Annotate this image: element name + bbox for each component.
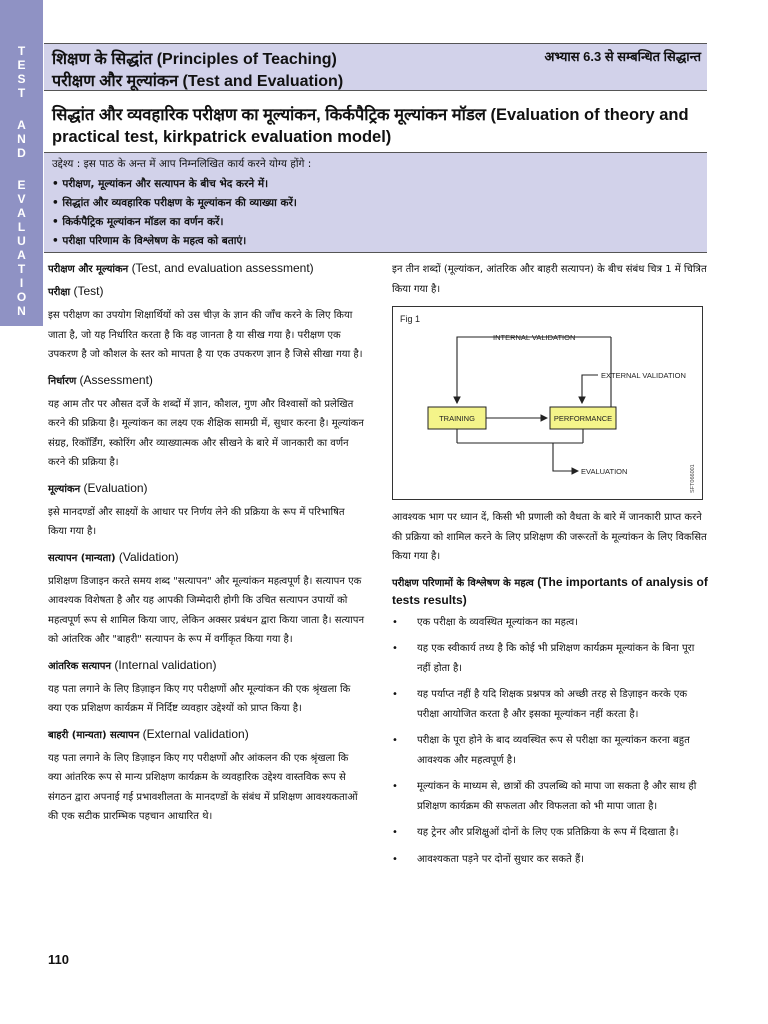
sidebar-letter: T — [17, 86, 26, 100]
heading-analysis-importance: परीक्षण परिणामों के विश्लेषण के महत्व (The importants of analysis of tests results) — [392, 574, 708, 607]
external-validation-label: EXTERNAL VALIDATION — [601, 371, 686, 380]
objective-item: • परीक्षा परिणाम के विश्लेषण के महत्व को बताएं। — [52, 235, 247, 247]
section-title: सिद्धांत और व्यवहारिक परीक्षण का मूल्यांकन, किर्कपैट्रिक मूल्यांकन मॉडल (Evaluation of theory and practical test, kirkpatrick evaluation model) — [52, 106, 689, 146]
list-item: • यह एक स्वीकार्य तथ्य है कि कोई भी प्रशिक्षण कार्यक्रम मूल्यांकन के बिना पूरा नहीं होता है। — [392, 643, 695, 674]
paragraph-internal-validation: यह पता लगाने के लिए डिज़ाइन किए गए परीक्षणों और मूल्यांकन की एक श्रृंखला कि क्या एक प्रशिक्षण कार्यक्रम में निर्दिष्ट व्यवहार उद्देश्यों को प्राप्त किया है। — [48, 683, 351, 714]
objectives-box — [44, 152, 707, 253]
objective-item: • सिद्धांत और व्यवहारिक परीक्षण के मूल्यांकन की व्याख्या करें। — [52, 197, 297, 209]
paragraph-validation: प्रशिक्षण डिजाइन करते समय शब्द "सत्यापन" और मूल्यांकन महत्वपूर्ण है। सत्यापन एक आवश्यक विशेषता है और यह आपकी जिम्मेदारी होगी कि उचित सत्यापन उपायों को महत्वपूर्ण रूप से शामिल किया जाए, लेकिन अक्सर प्रबंधन द्वारा किया जाता है। सत्यापन को आंतरिक और "बाहरी" सत्यापन के रूप में वर्गीकृत किया गया है। — [48, 575, 365, 645]
sidebar-letter: A — [17, 248, 26, 262]
list-item: • यह पर्याप्त नहीं है यदि शिक्षक प्रश्नपत्र को अच्छी तरह से डिज़ाइन करके एक परीक्षा आयोजित करता है और इसका मूल्यांकन नहीं करता है। — [392, 689, 688, 720]
right-column — [392, 260, 708, 876]
diagram-svg — [393, 307, 702, 499]
objective-item: • किर्कपैट्रिक मूल्यांकन मॉडल का वर्णन करें। — [52, 216, 224, 228]
internal-arrow-down — [457, 337, 489, 403]
sidebar-letter: U — [17, 234, 26, 248]
heading-test: परीक्षा (Test) — [48, 284, 104, 298]
internal-validation-label: INTERNAL VALIDATION — [493, 333, 576, 342]
figure-code: SFT066001 — [690, 464, 696, 493]
sidebar-letter: O — [16, 290, 27, 304]
list-item: • आवश्यकता पड़ने पर दोनों सुधार कर सकते हैं। — [392, 853, 585, 865]
external-arrow-down — [582, 375, 598, 403]
list-item: • यह ट्रेनर और प्रशिक्षुओं दोनों के लिए एक प्रतिक्रिया के रूप में दिखाता है। — [392, 827, 679, 838]
figure-intro: इन तीन शब्दों (मूल्यांकन, आंतरिक और बाहरी सत्यापन) के बीच संबंध चित्र 1 में चित्रित किया गया है। — [392, 264, 707, 295]
header-module: परीक्षण और मूल्यांकन (Test and Evaluation) — [52, 73, 344, 90]
header-exercise-ref: अभ्यास 6.3 से सम्बन्धित सिद्धान्त — [544, 49, 701, 64]
validation-diagram — [392, 306, 703, 500]
sidebar-letter: A — [17, 206, 26, 220]
sidebar-letter: T — [17, 262, 26, 276]
analysis-bullet-list — [392, 613, 708, 870]
sidebar-letter: A — [17, 118, 26, 132]
evaluation-arrow — [553, 443, 578, 471]
objectives-heading: उद्देश्य : इस पाठ के अन्त में आप निम्नलिखित कार्य करने योग्य होंगे : — [52, 158, 312, 170]
sidebar-letter: V — [17, 192, 26, 206]
header-subject: शिक्षण के सिद्धांत (Principles of Teaching) — [52, 51, 337, 68]
objective-item: • परीक्षण, मूल्यांकन और सत्यापन के बीच भेद करने में। — [52, 178, 269, 190]
heading-evaluation: मूल्यांकन (Evaluation) — [48, 480, 148, 495]
training-label: TRAINING — [439, 414, 475, 423]
left-column — [48, 260, 364, 834]
sidebar-letter: L — [17, 220, 26, 234]
sidebar-letter: D — [17, 146, 26, 160]
paragraph-test: इस परीक्षण का उपयोग शिक्षार्थियों को उस चीज़ के ज्ञान की जाँच करने के लिए किया जाता है, जो यह निर्धारित करता है कि वह जानता है या सीख गया है। परीक्षण एक उपकरण है जो कौशल के स्तर को मापता है या एक उपकरण ज्ञान है जिसे सीखा गया है। — [48, 310, 363, 360]
heading-external-validation: बाहरी (मान्यता) सत्यापन (External validation) — [48, 726, 249, 741]
heading-internal-validation: आंतरिक सत्यापन (Internal validation) — [48, 657, 217, 672]
evaluation-label: EVALUATION — [581, 467, 628, 476]
heading-assessment: निर्धारण (Assessment) — [48, 372, 153, 387]
paragraph-assessment: यह आम तौर पर औसत दर्जे के शब्दों में ज्ञान, कौशल, गुण और विश्वासों को प्रलेखित करने की प्रक्रिया है। मूल्यांकन का लक्ष्य एक शैक्षिक सामग्री में, सुधार करना है। मूल्यांकन संग्रह, रिकॉर्डिंग, स्कोरिंग और व्याख्यात्मक और सीखने के बारे में जानकारी का वर्णन करने की प्रक्रिया है। — [48, 398, 364, 468]
page-number: 110 — [48, 952, 69, 967]
paragraph-evaluation: इसे मानदण्डों और साक्ष्यों के आधार पर निर्णय लेने की प्रक्रिया के रूप में परिभाषित किया गया है। — [48, 506, 345, 537]
heading-validation: सत्यापन (मान्यता) (Validation) — [48, 549, 179, 564]
figure-label: Fig 1 — [400, 314, 421, 324]
paragraph-external-validation: यह पता लगाने के लिए डिज़ाइन किए गए परीक्षणों और आंकलन की एक श्रृंखला कि क्या आंतरिक रूप से मान्य प्रशिक्षण कार्यक्रम के व्यवहारिक उद्देश्य वास्तविक रूप से संगठन द्वारा अपनाई गई प्रभावशीलता के मानदण्डों के संबंध में प्रशिक्षण आवश्यकताओं की एक सटीक प्रारम्भिक पहचान आधारित थे। — [48, 752, 358, 822]
list-item: • एक परीक्षा के व्यवस्थित मूल्यांकन का महत्व। — [392, 616, 578, 628]
sidebar-letter: E — [17, 58, 26, 72]
paragraph-after-figure: आवश्यक भाग पर ध्यान दें, किसी भी प्रणाली को वैधता के बारे में जानकारी प्राप्त करने की प्रक्रिया को शामिल करने के लिए प्रशिक्षण की जरूरतों के मूल्यांकन के लिए विकसित किया गया है। — [392, 512, 707, 562]
sidebar-vertical-title — [0, 0, 43, 326]
sidebar-letter: S — [17, 72, 26, 86]
sidebar-letter: E — [17, 178, 26, 192]
sidebar-letter: N — [17, 132, 26, 146]
sidebar-letter: N — [17, 304, 26, 318]
sidebar-letter: T — [17, 44, 26, 58]
list-item: • परीक्षा के पूरा होने के बाद व्यवस्थित रूप से परीक्षा का मूल्यांकन करना बहुत आवश्यक और महत्वपूर्ण है। — [392, 735, 690, 766]
performance-label: PERFORMANCE — [553, 414, 613, 423]
sidebar-letter: I — [19, 276, 24, 290]
heading-test-evaluation: परीक्षण और मूल्यांकन (Test, and evaluation assessment) — [48, 261, 314, 275]
list-item: • मूल्यांकन के माध्यम से, छात्रों की उपलब्धि को मापा जा सकता है और साथ ही प्रशिक्षण कार्यक्रम की सफलता और विफलता को भी मापा जाता है। — [392, 781, 697, 812]
chapter-header — [44, 43, 707, 91]
